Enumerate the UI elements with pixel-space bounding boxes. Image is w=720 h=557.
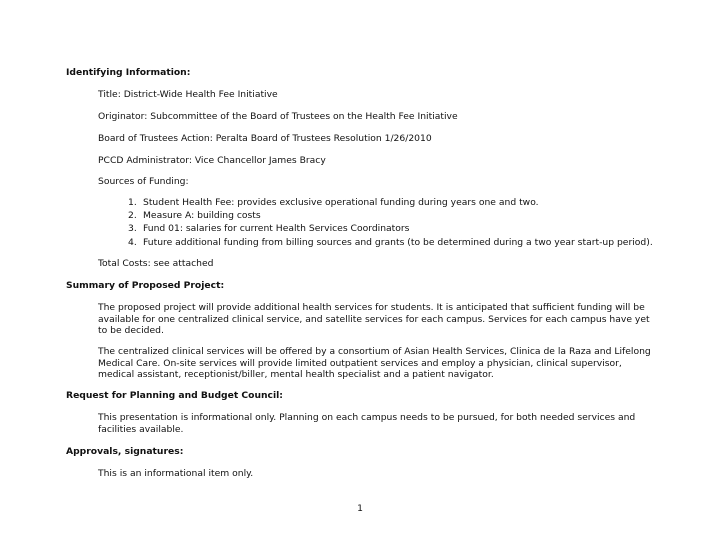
list-item: [128, 210, 653, 223]
list-item: [128, 237, 653, 250]
list-item: [128, 197, 653, 210]
funding-sources-heading: Sources of Funding:: [98, 176, 189, 187]
list-item: [128, 223, 653, 236]
list-item-number: 4.: [128, 236, 137, 248]
approvals-text: This is an informational item only.: [98, 468, 254, 479]
summary-paragraph-1: The proposed project will provide additional health services for students. It is anticipated that sufficient funding will be available for one centralized clinical service, and satellite services for each campus. Services for each campus have yet to be decided.: [98, 302, 650, 336]
summary-paragraph-2: The centralized clinical services will be offered by a consortium of Asian Health Services, Clinica de la Raza and Lifelong Medical Care. On-site services will provide limited outpatient services and employ a physician, clinical supervisor, medical assistant, receptionist/biller, mental health specialist and a patient navigator.: [98, 346, 651, 380]
list-item-text: Fund 01: salaries for current Health Services Coordinators: [143, 223, 410, 235]
page-number: 1: [357, 503, 363, 514]
list-item-number: 2.: [128, 210, 137, 222]
identifying-information-heading: Identifying Information:: [66, 67, 191, 78]
funding-sources-list: [128, 197, 653, 250]
board-action: Board of Trustees Action: Peralta Board of Trustees Resolution 1/26/2010: [98, 133, 432, 144]
request-heading: Request for Planning and Budget Council:: [66, 390, 283, 401]
list-item-text: Student Health Fee: provides exclusive operational funding during years one and two.: [143, 197, 539, 208]
list-item-number: 1.: [128, 197, 137, 208]
summary-heading: Summary of Proposed Project:: [66, 280, 225, 291]
approvals-heading: Approvals, signatures:: [66, 446, 184, 457]
originator: Originator: Subcommittee of the Board of Trustees on the Health Fee Initiative: [98, 111, 458, 122]
list-item-text: Future additional funding from billing sources and grants (to be determined during a two year start-up period).: [143, 236, 653, 248]
total-costs: Total Costs: see attached: [98, 258, 214, 269]
request-paragraph: This presentation is informational only. Planning on each campus needs to be pursued, for both needed services and facilities available.: [98, 412, 636, 435]
list-item-number: 3.: [128, 223, 137, 235]
pccd-administrator: PCCD Administrator: Vice Chancellor James Bracy: [98, 155, 326, 166]
list-item-text: Measure A: building costs: [143, 210, 261, 222]
project-title: Title: District-Wide Health Fee Initiative: [98, 89, 278, 100]
